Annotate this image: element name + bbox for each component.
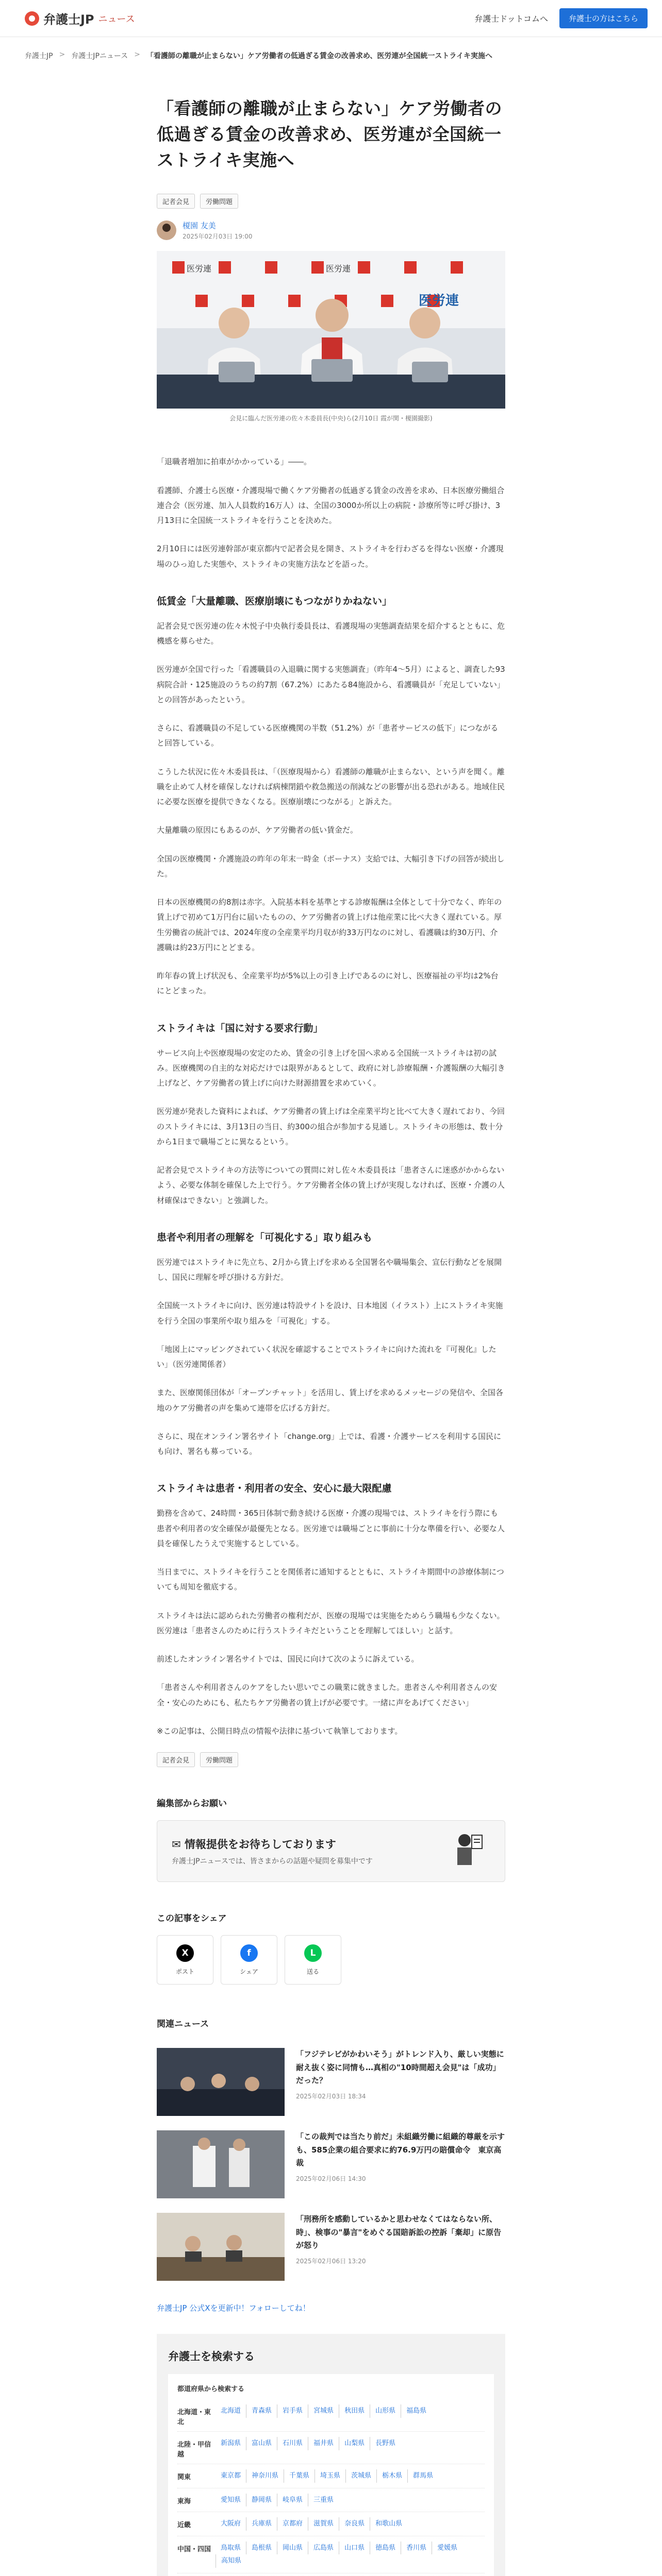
prefecture-link[interactable]: 滋賀県 [308,2517,339,2531]
prefecture-link[interactable]: 茨城県 [345,2469,376,2483]
prefecture-list [216,2404,432,2418]
body-paragraph: さらに、看護職員の不足している医療機関の半数（51.2%）が「患者サービスの低下」につながると回答している。 [157,723,499,748]
prefecture-link[interactable]: 新潟県 [221,2439,241,2448]
prefecture-link[interactable]: 青森県 [246,2404,277,2418]
author-name[interactable]: 榎園 友美 [183,221,216,231]
logo-mark-icon [25,11,39,26]
body-paragraph: 全国統一ストライキに向け、医労連は特設サイトを設け、日本地図（イラスト）上にストライキ実施を行う全国の事業所や取り組みを「可視化」する。 [157,1301,503,1326]
hero-photo [157,251,505,409]
region-row [177,2488,485,2512]
prefecture-link[interactable]: 秋田県 [339,2404,370,2418]
logo-text: 弁護士JP [43,12,94,27]
info-request-box[interactable] [157,1820,505,1882]
related-date: 2025年02月06日 14:30 [296,2175,366,2182]
prefecture-link[interactable]: 神奈川県 [246,2469,284,2483]
site-logo[interactable] [25,9,135,27]
related-thumbnail [157,2213,285,2281]
body-paragraph: 医労連が発表した資料によれば、ケア労働者の賃上げは全産業平均と比べて大きく遅れており、今回のストライキには、3月13日の当日、約300の組合が参加する見通し。ストライキの形態は、数十分から1日まで職場ごとに異なるという。 [157,1107,505,1146]
related-title[interactable]: 「この裁判では当たり前だ」未組織労働に組織的尊厳を示すも、585企業の組合要求に約76.9万円の賠償命令 東京高裁 [296,2132,505,2168]
prefecture-list [216,2469,438,2483]
prefecture-link[interactable]: 宮城県 [308,2404,339,2418]
bengo4-link[interactable]: 弁護士ドットコムへ [474,14,548,24]
prefecture-link[interactable]: 和歌山県 [370,2517,407,2531]
body-paragraph: 全国の医療機関・介護施設の昨年の年末一時金（ボーナス）支給では、大幅引き下げの回答が続出した。 [157,854,505,878]
body-paragraph: サービス向上や医療現場の安定のため、賃金の引き上げを国へ求める全国統一ストライキは初の試み。医療機関の自主的な対応だけでは限界があるとして、政府に対し診療報酬・介護報酬の大幅引き上げなど、ケア労働者の賃上げに向けた財源措置を求めていく。 [157,1048,505,1088]
body-paragraph: 医労連ではストライキに先立ち、2月から賃上げを求める全国署名や職場集会、宣伝行動などを展開し、国民に理解を呼び掛ける方針だ。 [157,1257,502,1282]
section-heading: 患者や利用者の理解を「可視化する」取り組みも [157,1231,373,1243]
megaphone-icon: ✉ [172,1838,185,1851]
body-paragraph: 勤務を含めて、24時間・365日体制で動き続ける医療・介護の現場では、ストライキを行う際にも患者や利用者の安全確保が最優先となる。医労連では職場ごとに事前に十分な準備を行い、必要な人員を確保したうえで実施するとしている。 [157,1509,505,1548]
photo-caption: 会見に臨んだ医労連の佐々木委員長(中央)ら(2月10日 霞が関・榎園撮影) [229,415,433,422]
related-date: 2025年02月06日 13:20 [296,2257,366,2265]
prefecture-link[interactable]: 静岡県 [246,2494,277,2507]
section-heading: 低賃金「大量離職、医療崩壊にもつながりかねない」 [157,595,392,607]
region-row [177,2399,485,2431]
article-title: 「看護師の離職が止まらない」ケア労働者の低過ぎる賃金の改善求め、医労連が全国統一ストライキ実施へ [157,98,502,171]
lawyer-register-button[interactable]: 弁護士の方はこちら [559,8,648,28]
related-date: 2025年02月03日 18:34 [296,2092,366,2100]
body-paragraph: 2月10日には医労連幹部が東京都内で記者会見を開き、ストライキを行わざるを得ない医療・介護現場のひっ迫した実態や、ストライキの実施方法などを語った。 [157,544,504,569]
related-title[interactable]: 「刑務所を感動しているかと思わせなくてはならない所、時」、検事の"暴言"をめぐる国賠訴訟の控訴「棄却」に原告が怒り [296,2214,502,2250]
region-name: 近畿 [177,2521,191,2530]
prefecture-link[interactable]: 岐阜県 [277,2494,308,2507]
prefecture-list [216,2541,485,2568]
prefecture-link[interactable]: 高知県 [216,2554,246,2568]
breadcrumb-current: 「看護師の離職が止まらない」ケア労働者の低過ぎる賃金の改善求め、医労連が全国統一ストライキ実施へ [146,52,492,60]
prefecture-link[interactable]: 福井県 [308,2437,339,2450]
share-line-label: 送る [306,1968,319,1975]
prefecture-list [216,2437,401,2450]
prefecture-link[interactable]: 大阪府 [221,2520,241,2528]
hero-logo-text: 医労連 [187,264,212,274]
region-name: 中国・四国 [177,2545,211,2553]
prefecture-link[interactable]: 福島県 [401,2404,432,2418]
facebook-icon: f [240,1944,258,1962]
prefecture-link[interactable]: 三重県 [308,2494,339,2507]
prefecture-link[interactable]: 栃木県 [376,2469,407,2483]
prefecture-link[interactable]: 埼玉県 [315,2469,345,2483]
body-paragraph: 「地図上にマッピングされていく状況を確認することでストライキに向けた流れを『可視化』したい」（医労連関係者） [157,1344,496,1369]
breadcrumb [0,37,662,61]
share-heading: この記事をシェア [157,1913,227,1924]
breadcrumb-separator: > [59,50,65,59]
related-thumbnail [157,2130,285,2198]
prefecture-link[interactable]: 広島県 [308,2541,339,2555]
share-x-button[interactable] [157,1935,213,1985]
tag-press-conference[interactable]: 記者会見 [157,1752,195,1767]
body-paragraph: 「患者さんや利用者さんのケアをしたい思いでこの職業に就きました。患者さんや利用者さんの安全・安心のためにも、私たちケア労働者の賃上げが必要です。一緒に声をあげてください」 [157,1683,498,1707]
body-paragraph: こうした状況に佐々木委員長は、「（医療現場から）看護師の離職が止まらない、という声を聞く。離職を止めて人材を確保しなければ病棟閉鎖や救急搬送の削減などの影響が出る恐れがある。地域住民に必要な医療を提供できなくなる。医療崩壊につながる」と訴えた。 [157,767,505,807]
lawyer-search [157,2334,505,2576]
info-box-title: ✉ 情報提供をお待ちしております [172,1838,336,1851]
line-icon: L [304,1944,322,1962]
prefecture-list [216,2517,407,2531]
prefecture-link[interactable]: 富山県 [246,2437,277,2450]
body-paragraph: 記者会見で医労連の佐々木悦子中央執行委員長は、看護現場の実態調査結果を紹介するとともに、危機感を募らせた。 [157,621,505,646]
section-heading: ストライキは患者・利用者の安全、安心に最大限配慮 [157,1483,392,1495]
breadcrumb-news[interactable]: 弁護士JPニュース [71,52,128,60]
region-search-panel [168,2374,494,2576]
prefecture-link[interactable]: 群馬県 [407,2469,438,2483]
body-paragraph: 当日までに、ストライキを行うことを関係者に通知するとともに、ストライキ期間中の診療体制についても周知を徹底する。 [157,1567,504,1592]
related-news-item[interactable] [157,2048,505,2116]
hero-logo-text: 医労連 [326,264,351,274]
region-name: 関東 [177,2473,191,2482]
section-heading: ストライキは「国に対する要求行動」 [157,1022,323,1034]
prefecture-link[interactable]: 山口県 [339,2541,370,2555]
press-conference-photo [157,251,505,409]
author-avatar[interactable] [157,221,176,240]
share-line-button[interactable] [285,1935,341,1985]
editorial-request-heading: 編集部からお願い [157,1799,227,1809]
related-title[interactable]: 「フジテレビがかわいそう」がトレンド入り、厳しい実態に耐え抜く姿に同情も…真相の"10時間超え会見"は「成功」だった？ [296,2049,504,2086]
search-title: 弁護士を検索する [168,2350,255,2363]
info-box-text: 弁護士JPニュースでは、皆さまからの話題や疑問を募集中です [172,1857,373,1866]
body-paragraph: 看護師、介護士ら医療・介護現場で働くケア労働者の低過ぎる賃金の改善を求め、日本医療労働組合連合会（医労連、加入人員数約16万人）は、全国の3000か所以上の病院・診療所等に呼び掛け、3月13日に全国統一ストライキを行うことを決めた。 [157,485,505,526]
prefecture-link[interactable]: 東京都 [221,2472,241,2480]
prefecture-link[interactable]: 石川県 [277,2437,308,2450]
prefecture-link[interactable]: 鳥取県 [221,2544,241,2552]
top-header [0,0,662,37]
prefecture-link[interactable]: 岡山県 [277,2541,308,2555]
tag-labor[interactable]: 労働問題 [200,1752,238,1767]
x-icon: X [176,1944,194,1962]
share-facebook-button[interactable] [221,1935,277,1985]
prefecture-link[interactable]: 香川県 [401,2541,432,2555]
related-news [157,2048,505,2281]
tag-press-conference[interactable]: 記者会見 [157,194,195,209]
prefecture-link[interactable]: 山梨県 [339,2437,370,2450]
body-paragraph: さらに、現在オンライン署名サイト「change.org」上では、看護・介護サービスを利用する国民にも向け、署名も募っている。 [157,1431,502,1456]
related-heading: 関連ニュース [157,2019,209,2030]
share-buttons [157,1935,505,1985]
prefecture-link[interactable]: 兵庫県 [246,2517,277,2531]
region-panel-title: 都道府県から検索する [177,2385,245,2394]
region-name: 東海 [177,2497,191,2505]
body-paragraph: また、医療関係団体が「オープンチャット」を活用し、賃上げを求めるメッセージの発信や、全国各地のケア労働者の声を集めて連帯を広げる方針だ。 [157,1388,504,1413]
author-block [157,220,505,241]
article-main [157,61,505,2576]
prefecture-list [216,2494,339,2507]
prefecture-link[interactable]: 島根県 [246,2541,277,2555]
body-paragraph: 記者会見でストライキの方法等についての質問に対し佐々木委員長は「患者さんに迷惑がかからないよう、必要な体制を確保した上で行う。ケア労働者全体の賃上げが実現しなければ、医療・介護の人材確保はできない」と強調した。 [157,1165,505,1205]
region-row [177,2512,485,2536]
body-paragraph: 「退職者増加に拍車がかかっている」――。 [157,457,312,467]
prefecture-link[interactable]: 千葉県 [284,2469,315,2483]
region-row [177,2464,485,2488]
prefecture-link[interactable]: 山形県 [370,2404,401,2418]
related-news-item[interactable] [157,2130,505,2198]
related-news-item[interactable] [157,2213,505,2281]
person-illustration-icon [448,1832,484,1871]
body-paragraph: 前述したオンライン署名サイトでは、国民に向けて次のように訴えている。 [157,1654,419,1664]
prefecture-link[interactable]: 愛媛県 [432,2541,462,2555]
prefecture-link[interactable]: 愛知県 [221,2496,241,2504]
region-row [177,2536,485,2573]
region-row [177,2573,485,2576]
share-x-label: ポスト [175,1968,194,1975]
prefecture-link[interactable]: 徳島県 [370,2541,401,2555]
tag-labor[interactable]: 労働問題 [200,194,238,209]
body-paragraph: 日本の医療機関の約8割は赤字。入院基本料を基準とする診療報酬は全体として十分でなく、昨年の賃上げで初めて1万円台に届いたものの、ケア労働者の賃上げは他産業に比べ大きく遅れている。厚生労働省の統計では、2024年度の全産業平均月収が約33万円なのに対し、看護職は約30万円、介護職は約23万円にとどまる。 [157,897,502,952]
body-paragraph: ストライキは法に認められた労働者の権利だが、医療の現場では実施をためらう職場も少なくない。医労連は「患者さんのために行うストライキだということを理解してほしい」と話す。 [157,1611,505,1635]
body-paragraph: 昨年春の賃上げ状況も、全産業平均が5%以上の引き上げであるのに対し、医療福祉の平均は2%台にとどまった。 [157,971,499,996]
region-name: 北海道・東北 [177,2409,211,2427]
region-row [177,2431,485,2464]
prefecture-link[interactable]: 北海道 [221,2407,241,2415]
prefecture-link[interactable]: 岩手県 [277,2404,308,2418]
article-body [157,454,505,1739]
body-paragraph: ※この記事は、公開日時点の情報や法律に基づいて執筆しております。 [157,1726,403,1736]
body-paragraph: 大量離職の原因にもあるのが、ケア労働者の低い賃金だ。 [157,825,358,835]
header-actions [474,8,648,28]
breadcrumb-separator: > [134,50,140,59]
logo-sub: ニュース [98,13,135,25]
region-name: 北陸・甲信越 [177,2441,211,2459]
prefecture-link[interactable]: 奈良県 [339,2517,370,2531]
publish-date: 2025年02月03日 19:00 [183,233,253,241]
share-facebook-label: シェア [240,1968,258,1975]
related-thumbnail [157,2048,285,2116]
body-paragraph: 医労連が全国で行った「看護職員の入退職に関する実態調査」（昨年4〜5月）によると、調査した93病院合計・125施設のうちの約7割（67.2%）にあたる84施設から、看護職員が「充足していない」との回答があったという。 [157,665,505,704]
prefecture-link[interactable]: 京都府 [277,2517,308,2531]
prefecture-link[interactable]: 長野県 [370,2437,401,2450]
article-tags [157,194,505,209]
hero-logo-text: 医労連 [419,293,459,309]
x-follow-link[interactable]: 弁護士JP 公式Xを更新中！フォローしてね！ [157,2303,310,2313]
bottom-tags [157,1752,505,1767]
breadcrumb-home[interactable]: 弁護士JP [25,52,53,60]
